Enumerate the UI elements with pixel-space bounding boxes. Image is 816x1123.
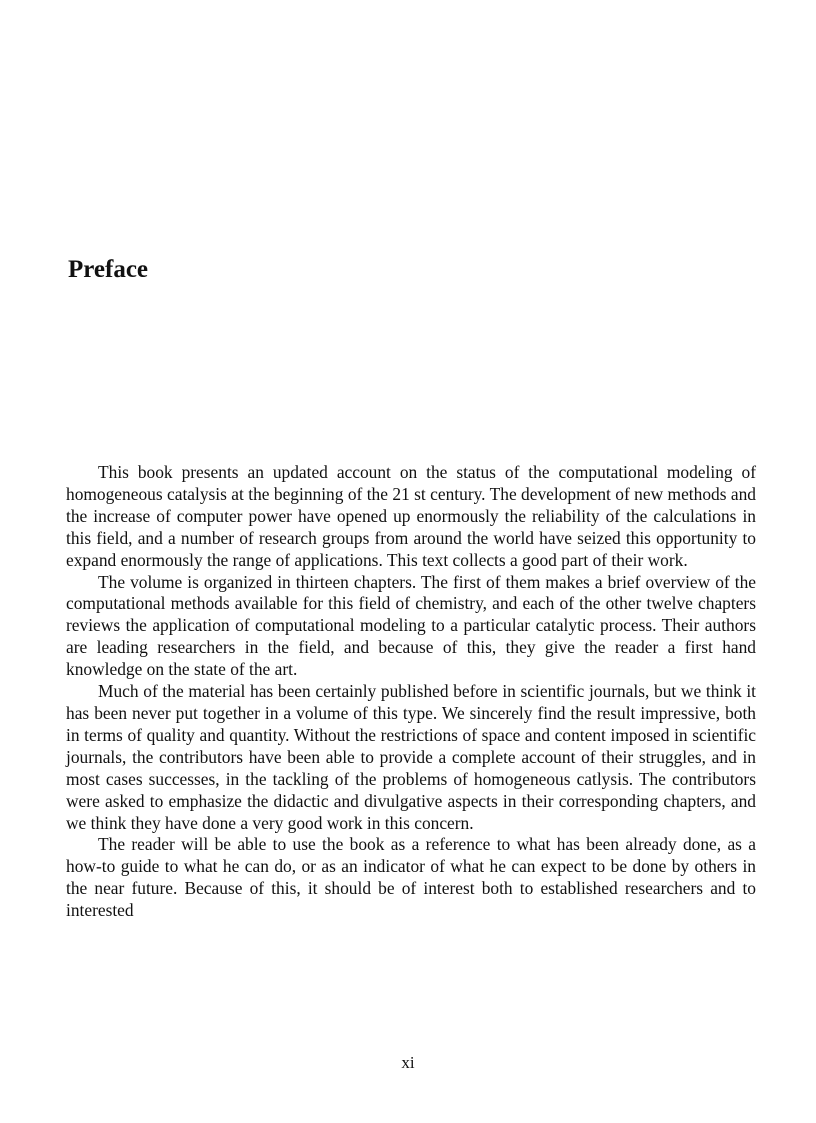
paragraph-1: This book presents an updated account on the status of the computational modeling of homogeneous catalysis at the beginning of the 21 st century. The development of new methods and the increase of computer power have opened up enormously the reliability of the calculations in this field, and a number of research groups from around the world have seized this opportunity to expand enormously the range of applications. This text collects a good part of their work.	[66, 462, 756, 570]
preface-body	[66, 462, 756, 922]
page-number: xi	[401, 1053, 415, 1072]
page-title: Preface	[68, 256, 149, 283]
paragraph-4: The reader will be able to use the book as a reference to what has been already done, as a how-to guide to what he can do, or as an indicator of what he can expect to be done by others in the near future. Because of this, it should be of interest both to established researchers and to interested	[66, 834, 756, 921]
paragraph-2: The volume is organized in thirteen chapters. The first of them makes a brief overview of the computational methods available for this field of chemistry, and each of the other twelve chapters reviews the application of computational modeling to a particular catalytic process. Their authors are leading researchers in the field, and because of this, they give the reader a first hand knowledge on the state of the art.	[66, 571, 756, 680]
paragraph-3: Much of the material has been certainly published before in scientific journals, but we think it has been never put together in a volume of this type. We sincerely find the result impressive, both in terms of quality and quantity. Without the restrictions of space and content imposed in scientific journals, the contributors have been able to provide a complete account of their struggles, and in most cases successes, in the tackling of the problems of homogeneous catlysis. The contributors were asked to emphasize the didactic and divulgative aspects in their corresponding chapters, and we think they have done a very good work in this concern.	[66, 681, 756, 833]
